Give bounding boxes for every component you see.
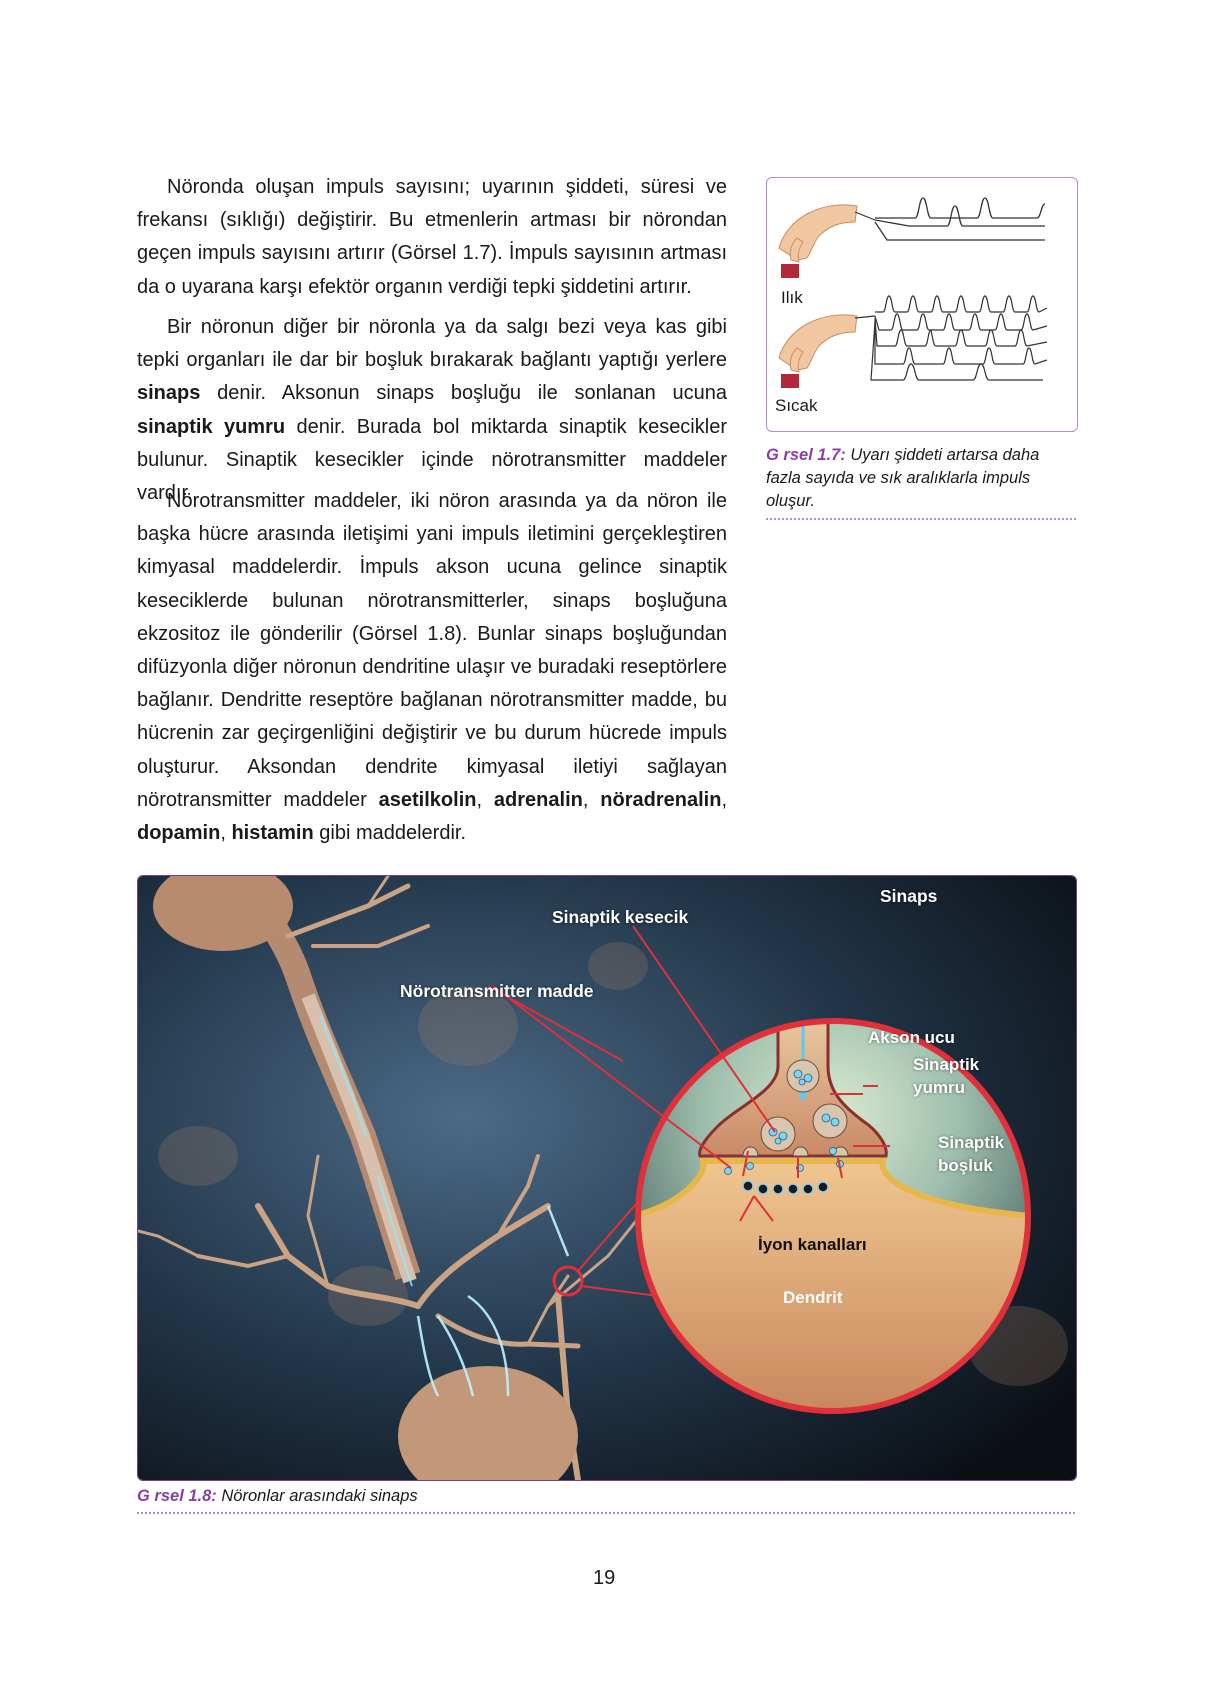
hand-hot-icon	[779, 315, 875, 388]
label-dendrit: Dendrit	[783, 1288, 843, 1307]
caption-label: G rsel 1.8:	[137, 1487, 217, 1505]
caption-label: G rsel 1.7:	[766, 446, 846, 464]
term-noradrenalin: nöradrenalin	[600, 788, 722, 811]
label-norotransmitter: Nörotransmitter madde	[400, 981, 594, 1001]
trace-hot	[871, 296, 1047, 380]
term-histamin: histamin	[231, 822, 314, 845]
figure-1-7-caption	[766, 444, 1076, 520]
term-asetilkolin: asetilkolin	[378, 788, 477, 811]
label-akson-ucu: Akson ucu	[868, 1028, 955, 1047]
term-dopamin: dopamin	[137, 822, 221, 845]
paragraph-1: Nöronda oluşan impuls sayısını; uyarının şiddeti, süresi ve frekansı (sıklığı) değiştirir. Bu etmenlerin artması bir nörondan geçen impuls sayısını artırır (Görsel 1.7). İmpuls sayısının artması da o uyarana karşı efektör organın verdiği tepki şiddetini artırır.	[137, 176, 727, 298]
impulse-illustration	[767, 178, 1077, 430]
figure-1-8-caption	[137, 1485, 1075, 1514]
caption-text: Nöronlar arasındaki sinaps	[216, 1487, 418, 1505]
term-adrenalin: adrenalin	[493, 788, 583, 811]
label-sinaptik-yumru: Sinaptik yumru	[913, 1055, 980, 1097]
page-number: 19	[593, 1567, 616, 1589]
label-sinaptik-bosluk: Sinaptik boşluk	[938, 1133, 1005, 1175]
label-warm: Ilık	[781, 288, 803, 307]
paragraph-3: Nörotransmitter maddeler, iki nöron arasında ya da nöron ile başka hücre arasında iletişimi yani impuls iletimini gerçekleştiren kimyasal maddelerdir. İmpuls akson ucuna gelince sinaptik keseciklerde bulunan nörotransmitterler, sinaps boşluğuna ekzositoz ile gönderilir (Görsel 1.8). Bunlar sinaps boşluğundan difüzyonla diğer nöronun dendritine ulaşır ve buradaki reseptörlere bağlanır. Dendritte reseptöre bağlanan nörotransmitter madde, bu hücrenin zar geçirgenliğini değiştirir ve bu durum hücrede impuls oluşturur. Aksondan dendrite kimyasal iletiyi sağlayan nörotransmitter maddeler asetilkolin, adrenalin, nöradrenalin, dopamin, histamin gibi maddelerdir.	[137, 490, 727, 845]
term-sinaps: sinaps	[137, 382, 201, 405]
caption-text: Uyarı şiddeti artarsa daha fazla sayıda ve sık aralıklarla impuls oluşur.	[766, 446, 1040, 510]
label-sinaps: Sinaps	[880, 886, 938, 906]
label-sinaptik-kesecik: Sinaptik kesecik	[552, 907, 689, 927]
trace-warm	[875, 198, 1045, 240]
hand-warm-icon	[779, 205, 875, 278]
figure-1-8	[137, 875, 1077, 1481]
term-sinaptik-yumru: sinaptik yumru	[137, 415, 286, 438]
synapse-illustration	[138, 876, 1076, 1480]
paragraph-2: Bir nöronun diğer bir nöronla ya da salgı bezi veya kas gibi tepki organları ile dar bir boşluk bırakarak bağlantı yaptığı yerlere sinaps denir. Aksonun sinaps boşluğu ile sonlanan ucuna sinaptik yumru denir. Burada bol miktarda sinaptik kesecikler bulunur. Sinaptik kesecikler içinde nörotransmitter maddeler vardır.	[137, 316, 727, 505]
label-iyon-kanallari: İyon kanalları	[758, 1235, 867, 1254]
figure-1-7	[766, 177, 1078, 432]
label-hot: Sıcak	[775, 396, 818, 415]
